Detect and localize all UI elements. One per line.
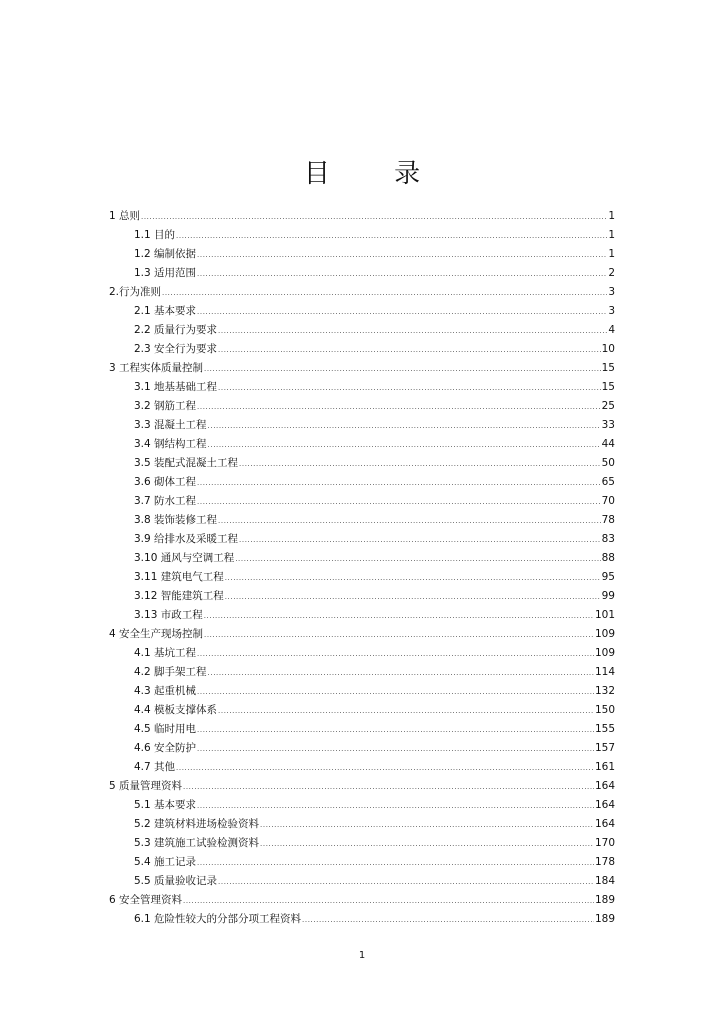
toc-entry-page-number: 3 (608, 286, 615, 298)
toc-section-entry[interactable] (109, 226, 615, 245)
toc-entry-page-number: 15 (601, 381, 615, 393)
toc-entry-page-number: 10 (601, 343, 615, 355)
page-number: 1 (358, 950, 366, 961)
toc-entry-page-number: 83 (601, 533, 615, 545)
toc-entry-label: 3.9 给排水及采暖工程 (134, 533, 239, 545)
toc-entry-page-number: 184 (594, 875, 615, 887)
toc-entry-label: 5.3 建筑施工试验检测资料 (134, 837, 260, 849)
toc-dot-leader (197, 721, 594, 740)
toc-entry-page-number: 157 (594, 742, 615, 754)
toc-entry-page-number: 164 (594, 818, 615, 830)
toc-entry-page-number: 3 (608, 305, 615, 317)
toc-entry-page-number: 99 (601, 590, 615, 602)
toc-entry-page-number: 88 (601, 552, 615, 564)
toc-entry-label: 6.1 危险性较大的分部分项工程资料 (134, 913, 302, 925)
toc-dot-leader (239, 455, 601, 474)
toc-dot-leader (239, 531, 601, 550)
toc-entry-label: 4.3 起重机械 (134, 685, 197, 697)
table-of-contents (109, 207, 615, 929)
toc-dot-leader (218, 873, 594, 892)
toc-section-entry[interactable] (109, 701, 615, 720)
toc-entry-label: 3.5 装配式混凝土工程 (134, 457, 239, 469)
toc-section-entry[interactable] (109, 853, 615, 872)
toc-chapter-entry[interactable] (109, 625, 615, 644)
toc-entry-label: 4.7 其他 (134, 761, 176, 773)
toc-dot-leader (197, 265, 607, 284)
toc-entry-page-number: 50 (601, 457, 615, 469)
toc-chapter-entry[interactable] (109, 207, 615, 226)
toc-dot-leader (197, 493, 601, 512)
toc-dot-leader (197, 740, 594, 759)
toc-entry-label: 1.2 编制依据 (134, 248, 197, 260)
toc-entry-page-number: 132 (594, 685, 615, 697)
toc-entry-label: 5.4 施工记录 (134, 856, 197, 868)
toc-entry-label: 2.1 基本要求 (134, 305, 197, 317)
toc-entry-label: 2.3 安全行为要求 (134, 343, 218, 355)
toc-entry-label: 4.5 临时用电 (134, 723, 197, 735)
toc-dot-leader (197, 303, 607, 322)
toc-section-entry[interactable] (109, 872, 615, 891)
toc-section-entry[interactable] (109, 568, 615, 587)
toc-dot-leader (208, 664, 594, 683)
toc-dot-leader (204, 626, 594, 645)
toc-entry-page-number: 189 (594, 913, 615, 925)
toc-entry-page-number: 101 (594, 609, 615, 621)
toc-entry-label: 3.11 建筑电气工程 (134, 571, 224, 583)
toc-entry-page-number: 1 (608, 210, 615, 222)
toc-section-entry[interactable] (109, 530, 615, 549)
toc-dot-leader (197, 797, 594, 816)
toc-section-entry[interactable] (109, 644, 615, 663)
toc-section-entry[interactable] (109, 473, 615, 492)
toc-dot-leader (218, 512, 601, 531)
toc-section-entry[interactable] (109, 454, 615, 473)
toc-dot-leader (218, 379, 601, 398)
toc-dot-leader (218, 341, 601, 360)
toc-section-entry[interactable] (109, 739, 615, 758)
toc-entry-label: 3 工程实体质量控制 (109, 362, 204, 374)
toc-chapter-entry[interactable] (109, 359, 615, 378)
toc-section-entry[interactable] (109, 587, 615, 606)
toc-entry-label: 3.10 通风与空调工程 (134, 552, 235, 564)
toc-dot-leader (197, 854, 594, 873)
toc-section-entry[interactable] (109, 416, 615, 435)
toc-entry-page-number: 15 (601, 362, 615, 374)
toc-dot-leader (183, 778, 594, 797)
toc-section-entry[interactable] (109, 549, 615, 568)
toc-entry-label: 4.6 安全防护 (134, 742, 197, 754)
toc-entry-page-number: 1 (608, 229, 615, 241)
toc-entry-label: 4.4 模板支撑体系 (134, 704, 218, 716)
toc-entry-label: 4.2 脚手架工程 (134, 666, 207, 678)
toc-dot-leader (204, 360, 601, 379)
toc-dot-leader (302, 911, 594, 930)
toc-entry-page-number: 109 (594, 647, 615, 659)
toc-section-entry[interactable] (109, 321, 615, 340)
toc-dot-leader (162, 284, 607, 303)
toc-dot-leader (197, 398, 601, 417)
toc-dot-leader (225, 569, 601, 588)
toc-entry-label: 5 质量管理资料 (109, 780, 183, 792)
toc-section-entry[interactable] (109, 492, 615, 511)
toc-entry-page-number: 189 (594, 894, 615, 906)
toc-chapter-entry[interactable] (109, 777, 615, 796)
toc-section-entry[interactable] (109, 264, 615, 283)
toc-entry-page-number: 44 (601, 438, 615, 450)
toc-section-entry[interactable] (109, 758, 615, 777)
toc-entry-label: 2.2 质量行为要求 (134, 324, 218, 336)
toc-dot-leader (197, 474, 601, 493)
toc-entry-label: 3.4 钢结构工程 (134, 438, 207, 450)
toc-entry-label: 1 总则 (109, 210, 141, 222)
toc-entry-label: 5.2 建筑材料进场检验资料 (134, 818, 260, 830)
toc-entry-page-number: 109 (594, 628, 615, 640)
toc-section-entry[interactable] (109, 302, 615, 321)
toc-dot-leader (235, 550, 600, 569)
toc-section-entry[interactable] (109, 397, 615, 416)
toc-entry-label: 2.行为准则 (109, 286, 162, 298)
toc-entry-page-number: 155 (594, 723, 615, 735)
toc-entry-label: 3.3 混凝土工程 (134, 419, 207, 431)
page-title: 目 录 (303, 159, 449, 190)
toc-chapter-entry[interactable] (109, 283, 615, 302)
toc-entry-page-number: 2 (608, 267, 615, 279)
toc-entry-label: 4 安全生产现场控制 (109, 628, 204, 640)
toc-dot-leader (260, 816, 594, 835)
toc-entry-page-number: 1 (608, 248, 615, 260)
toc-section-entry[interactable] (109, 435, 615, 454)
toc-section-entry[interactable] (109, 511, 615, 530)
toc-entry-page-number: 25 (601, 400, 615, 412)
toc-section-entry[interactable] (109, 815, 615, 834)
toc-section-entry[interactable] (109, 796, 615, 815)
toc-dot-leader (176, 759, 594, 778)
toc-section-entry[interactable] (109, 720, 615, 739)
toc-entry-label: 5.1 基本要求 (134, 799, 197, 811)
toc-dot-leader (218, 322, 607, 341)
toc-dot-leader (197, 246, 607, 265)
toc-entry-label: 3.13 市政工程 (134, 609, 203, 621)
toc-dot-leader (208, 436, 601, 455)
toc-section-entry[interactable] (109, 834, 615, 853)
toc-dot-leader (197, 683, 594, 702)
toc-dot-leader (260, 835, 594, 854)
toc-entry-label: 6 安全管理资料 (109, 894, 183, 906)
toc-entry-label: 3.7 防水工程 (134, 495, 197, 507)
toc-dot-leader (218, 702, 594, 721)
toc-dot-leader (204, 607, 594, 626)
toc-section-entry[interactable] (109, 378, 615, 397)
toc-entry-page-number: 78 (601, 514, 615, 526)
toc-dot-leader (197, 645, 594, 664)
toc-dot-leader (183, 892, 594, 911)
toc-entry-page-number: 114 (594, 666, 615, 678)
toc-entry-label: 3.8 装饰装修工程 (134, 514, 218, 526)
toc-entry-page-number: 150 (594, 704, 615, 716)
toc-dot-leader (225, 588, 601, 607)
toc-section-entry[interactable] (109, 910, 615, 929)
toc-dot-leader (208, 417, 601, 436)
toc-section-entry[interactable] (109, 663, 615, 682)
toc-entry-label: 3.6 砌体工程 (134, 476, 197, 488)
toc-entry-page-number: 170 (594, 837, 615, 849)
toc-dot-leader (141, 208, 607, 227)
toc-entry-page-number: 4 (608, 324, 615, 336)
toc-section-entry[interactable] (109, 340, 615, 359)
toc-section-entry[interactable] (109, 682, 615, 701)
toc-entry-label: 5.5 质量验收记录 (134, 875, 218, 887)
toc-section-entry[interactable] (109, 606, 615, 625)
toc-entry-page-number: 33 (601, 419, 615, 431)
toc-entry-label: 1.3 适用范围 (134, 267, 197, 279)
toc-entry-page-number: 65 (601, 476, 615, 488)
toc-entry-label: 4.1 基坑工程 (134, 647, 197, 659)
toc-entry-page-number: 164 (594, 799, 615, 811)
toc-entry-label: 3.12 智能建筑工程 (134, 590, 224, 602)
toc-entry-label: 3.2 钢筋工程 (134, 400, 197, 412)
toc-entry-page-number: 95 (601, 571, 615, 583)
toc-entry-label: 3.1 地基基础工程 (134, 381, 218, 393)
toc-dot-leader (176, 227, 607, 246)
toc-entry-page-number: 164 (594, 780, 615, 792)
toc-entry-label: 1.1 目的 (134, 229, 176, 241)
toc-entry-page-number: 161 (594, 761, 615, 773)
toc-section-entry[interactable] (109, 245, 615, 264)
toc-chapter-entry[interactable] (109, 891, 615, 910)
toc-entry-page-number: 70 (601, 495, 615, 507)
toc-entry-page-number: 178 (594, 856, 615, 868)
